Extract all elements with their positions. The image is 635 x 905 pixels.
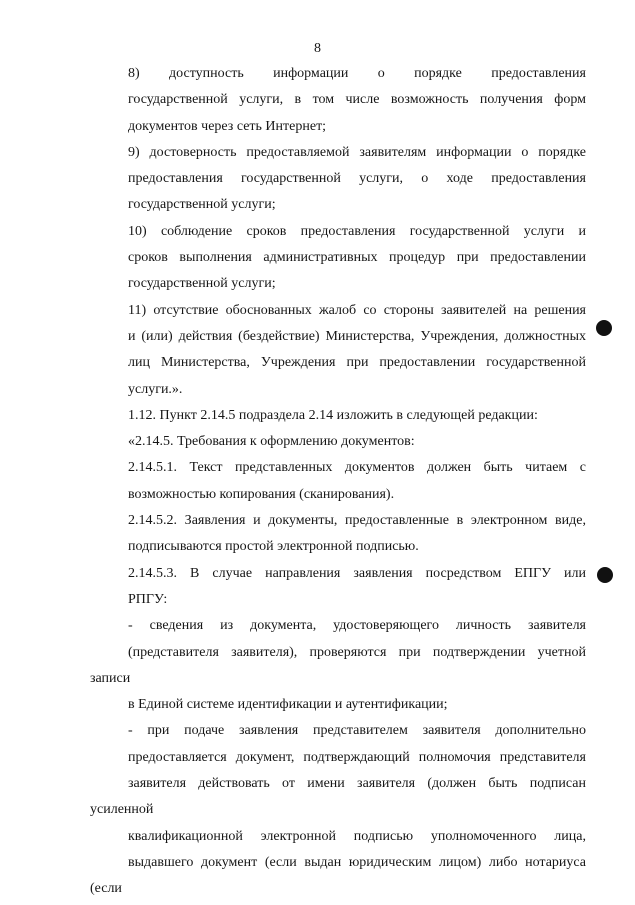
- text-line: подписываются простой электронной подписью.: [128, 539, 419, 555]
- text-line: (представителя заявителя), проверяются при подтверждении учетной записи: [90, 644, 586, 686]
- paragraph-item-9: [90, 140, 586, 219]
- text-line: документов через сеть Интернет;: [128, 118, 327, 134]
- text-line: государственной услуги;: [128, 276, 276, 292]
- text-line: выдавшего документ (если выдан юридическим лицом) либо нотариуса (если: [90, 854, 586, 897]
- text-line: 10) соблюдение сроков предоставления государственной услуги и: [128, 223, 586, 239]
- paragraph-2-14-5-2: [90, 508, 586, 561]
- text-line: услуги.».: [128, 381, 183, 397]
- text-line: квалификационной электронной подписью уполномоченного лица,: [128, 828, 586, 844]
- text-line: предоставляется документ, подтверждающий полномочия представителя: [128, 749, 586, 765]
- text-line: в Единой системе идентификации и аутентификации;: [128, 697, 448, 713]
- paragraph-bullet-representative: [90, 718, 586, 902]
- text-line: 1.12. Пункт 2.14.5 подраздела 2.14 изложить в следующей редакции:: [128, 407, 538, 423]
- page-number: 8: [314, 41, 321, 56]
- paragraph-2-14-5-heading: [90, 429, 586, 455]
- text-line: заявителя действовать от имени заявителя (должен быть подписан усиленной: [90, 776, 586, 818]
- document-body: [90, 61, 586, 903]
- paragraph-item-8: [90, 61, 586, 140]
- text-line: 11) отсутствие обоснованных жалоб со стороны заявителей на решения: [128, 302, 586, 318]
- text-line: предоставления государственной услуги, о ходе предоставления: [128, 171, 586, 187]
- text-line: сроков выполнения административных процедур при предоставлении: [128, 250, 586, 266]
- text-line: - сведения из документа, удостоверяющего личность заявителя: [128, 618, 586, 634]
- paragraph-2-14-5-1: [90, 455, 586, 508]
- paragraph-item-10: [90, 219, 586, 298]
- binder-hole-mark: [596, 320, 612, 336]
- text-line: 2.14.5.3. В случае направления заявления посредством ЕПГУ или: [128, 565, 586, 581]
- text-line: 8) доступность информации о порядке предоставления: [128, 66, 586, 81]
- text-line: 9) достоверность предоставляемой заявителям информации о порядке: [128, 144, 586, 160]
- text-line: - при подаче заявления представителем заявителя дополнительно: [128, 723, 586, 739]
- paragraph-bullet-identity: [90, 613, 586, 718]
- text-line: возможностью копирования (сканирования).: [128, 486, 395, 502]
- text-line: лиц Министерства, Учреждения при предоставлении государственной: [128, 355, 586, 371]
- text-line: и (или) действия (бездействие) Министерства, Учреждения, должностных: [128, 328, 586, 344]
- paragraph-item-11: [90, 298, 586, 403]
- text-line: «2.14.5. Требования к оформлению документов:: [128, 434, 415, 450]
- text-line: государственной услуги;: [128, 197, 276, 213]
- text-line: РПГУ:: [128, 591, 168, 607]
- text-line: государственной услуги, в том числе возможность получения форм: [128, 92, 586, 108]
- paragraph-2-14-5-3: [90, 561, 586, 614]
- paragraph-1-12: [90, 403, 586, 429]
- binder-hole-mark: [597, 567, 613, 583]
- text-line: 2.14.5.2. Заявления и документы, предоставленные в электронном виде,: [128, 513, 586, 529]
- text-line: 2.14.5.1. Текст представленных документов должен быть читаем с: [128, 460, 586, 476]
